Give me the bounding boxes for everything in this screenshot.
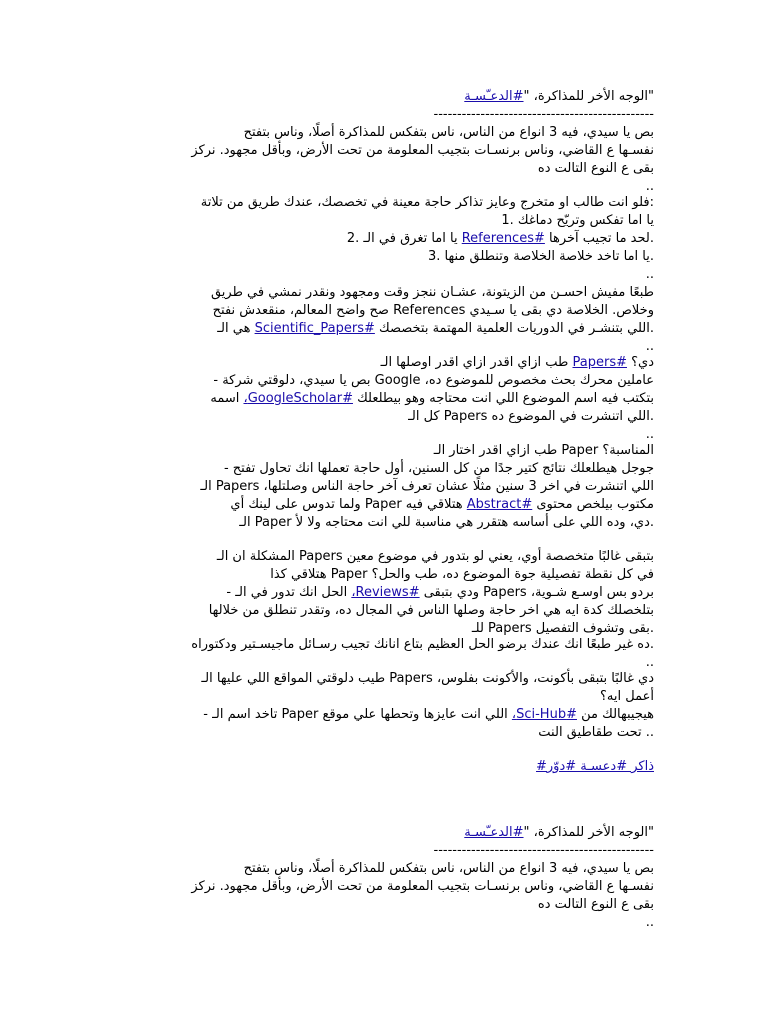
doc-line: في كل نقطة تفصيلية جوة الموضوع ده، طب والحل؟ Paper هتلاقي كذا: [270, 567, 654, 582]
doc-line: .لحد ما تجيب آخرها #References يا اما تغرق في الـ .2: [346, 231, 654, 246]
hashtag-link[interactable]: #References: [461, 231, 545, 246]
doc-line: هيجيبهالك من #Sci-Hub، اللي انت عايزها وتحطها علي موقع Paper تاخد اسم الـ -: [203, 707, 654, 722]
doc-line: "الوجه الأخر للمذاكرة، "#الدعـّسـة: [464, 825, 654, 840]
doc-line: دي؟ #Papers طب ازاي اقدر ازاي اقدر اوصلها الـ: [380, 355, 654, 370]
doc-line: بقى ع النوع التالت ده: [537, 897, 654, 912]
doc-line: ..: [645, 655, 654, 670]
hashtags-link[interactable]: ذاكر #دعسـة #دوّر#: [536, 759, 654, 774]
hashtag-link[interactable]: #GoogleScholar،: [243, 391, 353, 406]
hashtag-link[interactable]: #Scientific_Papers: [254, 321, 375, 336]
doc-line: -----------------------------------------------: [433, 843, 654, 858]
hashtag-link[interactable]: #Reviews،: [351, 585, 420, 600]
doc-line: ..: [645, 267, 654, 282]
doc-line: ..: [645, 427, 654, 442]
doc-line: ..: [645, 179, 654, 194]
doc-line: وخلاص. الخلاصة دي بقى يا سـيدي References صح واضح المعالم، منقعدش نفتح: [212, 303, 654, 318]
doc-line: طبعًا مفيش احسـن من الزيتونة، عشـان ننجز وقت ومجهود ونقدر نمشي في طريق: [210, 285, 654, 300]
doc-line: بقى ع النوع التالت ده: [537, 161, 654, 176]
doc-line: نفسـها ع القاضي، وناس برنسـات بتجيب المعلومة من تحت الأرض، وبأقل مجهود. نركز: [191, 143, 654, 158]
hashtag-link[interactable]: #Papers: [572, 355, 627, 370]
doc-line: عاملين محرك بحث مخصوص للموضوع ده، Google بص يا سيدي، دلوقتي شركة -: [213, 373, 654, 388]
doc-line: اللي اتنشرت في اخر 3 سنين مثلًا عشان تعرف آخر حاجة الناس وصلتلها، Papers الـ: [200, 479, 654, 494]
doc-line: .. تحت طقاطيق النت: [538, 725, 654, 740]
doc-line: .دي، وده اللي على أساسه هتقرر هي مناسبة للي انت محتاجه ولا لأ Paper الـ: [239, 515, 654, 530]
doc-line: بتلخصلك كدة ايه هي اخر حاجة وصلها الناس في المجال ده، وتقدر تنطلق من خلالها: [208, 603, 654, 618]
doc-line: جوجل هيطلعلك نتائج كتير جدًا من كل السنين، أول حاجة تعملها انك تحاول تفتح -: [223, 461, 654, 476]
hashtag-link[interactable]: #الدعـّسـة: [464, 89, 524, 104]
doc-line: أعمل ايه؟: [600, 689, 654, 704]
doc-line: .ده غير طبعًا انك عندك برضو الحل العظيم بتاع انانك تجيب رسـائل ماجيسـتير ودكتوراه: [191, 637, 654, 652]
doc-line: "الوجه الأخر للمذاكرة، "#الدعـّسـة: [464, 89, 654, 104]
doc-line: .يا اما تاخد خلاصة الخلاصة وتنطلق منها .3: [427, 249, 654, 264]
doc-line: ..: [645, 339, 654, 354]
hashtag-link[interactable]: #Abstract: [466, 497, 533, 512]
doc-line: يا اما تفكس وتريّح دماغك .1: [501, 213, 654, 228]
doc-line: -----------------------------------------------: [433, 107, 654, 122]
doc-line: دي غالبًا بتبقى بأكونت، والأكونت بفلوس، Papers طيب دلوقتي المواقع اللي عليها الـ: [201, 671, 654, 686]
doc-line: نفسـها ع القاضي، وناس برنسـات بتجيب المعلومة من تحت الأرض، وبأقل مجهود. نركز: [191, 879, 654, 894]
hashtag-link[interactable]: #الدعـّسـة: [464, 825, 524, 840]
hashtag-link[interactable]: #Sci-Hub،: [511, 707, 577, 722]
doc-line: بتكتب فيه اسم الموضوع اللي انت محتاجه وهو بيطلعلك #GoogleScholar، اسمه: [210, 391, 654, 406]
doc-line: مكتوب بيلخص محتوى #Abstract هتلاقي فيه Paper ولما تدوس على لينك أي: [230, 497, 654, 512]
doc-line: بتبقى غالبًا متخصصة أوي، يعني لو بتدور في موضوع معين Papers المشكلة ان الـ: [216, 549, 654, 564]
doc-line: بص يا سيدي، فيه 3 انواع من الناس، ناس بتفكس للمذاكرة أصلًا، وناس بتفتح: [243, 125, 654, 140]
doc-line: .اللي بتنشـر في الدوريات العلمية المهتمة بتخصصك #Scientific_Papers هي الـ: [217, 321, 654, 336]
doc-line: بص يا سيدي، فيه 3 انواع من الناس، ناس بتفكس للمذاكرة أصلًا، وناس بتفتح: [243, 861, 654, 876]
doc-line: :فلو انت طالب او متخرج وعايز تذاكر حاجة معينة في تخصصك، عندك طريق من تلاتة: [200, 195, 654, 210]
doc-line: بردو بس اوسـع شـوية، Papers ودي بتبقى #Reviews، الحل انك تدور في الـ -: [226, 585, 654, 600]
doc-line: .اللي اتنشرت في الموضوع ده Papers كل الـ: [408, 409, 654, 424]
doc-line: المناسبة؟ Paper طب ازاي اقدر اختار الـ: [433, 443, 654, 458]
doc-line: ..: [645, 915, 654, 930]
doc-line: .بقى وتشوف التفصيل Papers للـ: [471, 621, 654, 636]
